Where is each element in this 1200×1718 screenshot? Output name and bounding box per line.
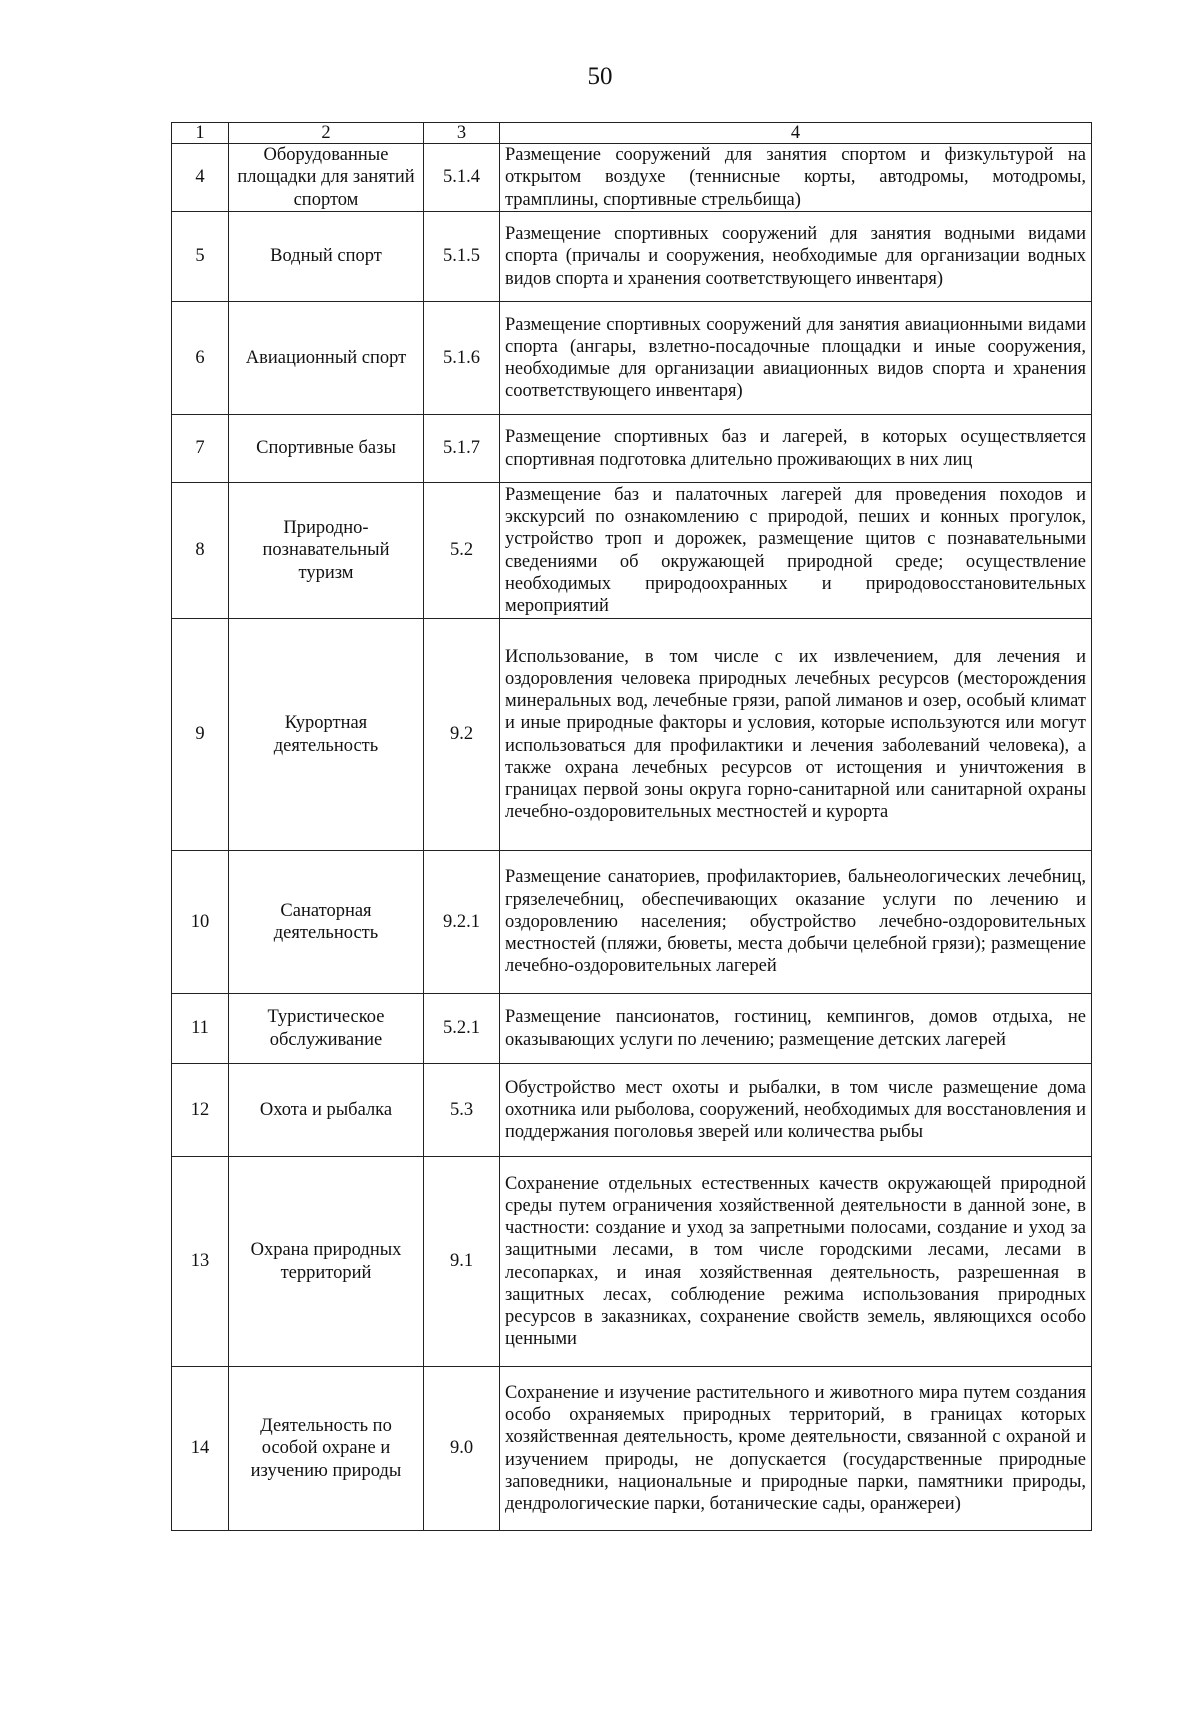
table-row bbox=[172, 619, 1092, 851]
land-use-description: Размещение санаториев, профилакториев, бальнеологических лечебниц, грязелечебниц, обеспечивающих оказание услуги по лечению и оздоровлению населения; обустройство лечебно-оздоровительных местностей (пляжи, бюветы, места добычи целебной грязи); размещение лечебно-оздоровительных лагерей bbox=[500, 851, 1092, 994]
land-use-name: Туристическое обслуживание bbox=[229, 994, 424, 1064]
table-row bbox=[172, 1064, 1092, 1157]
row-number: 6 bbox=[172, 302, 229, 415]
land-use-code: 5.2.1 bbox=[424, 994, 500, 1064]
land-use-name: Деятельность по особой охране и изучению природы bbox=[229, 1367, 424, 1531]
land-use-code: 9.1 bbox=[424, 1157, 500, 1367]
page-number: 50 bbox=[587, 63, 613, 90]
land-use-name: Водный спорт bbox=[229, 212, 424, 302]
land-use-description: Размещение сооружений для занятия спортом и физкультурой на открытом воздухе (теннисные корты, автодромы, мотодромы, трамплины, спортивные стрельбища) bbox=[500, 144, 1092, 212]
land-use-name: Спортивные базы bbox=[229, 415, 424, 483]
table-row bbox=[172, 302, 1092, 415]
table-row bbox=[172, 212, 1092, 302]
land-use-name: Оборудованные площадки для занятий спортом bbox=[229, 144, 424, 212]
table-row bbox=[172, 851, 1092, 994]
land-use-code: 9.0 bbox=[424, 1367, 500, 1531]
land-use-code: 9.2.1 bbox=[424, 851, 500, 994]
land-use-code: 5.1.7 bbox=[424, 415, 500, 483]
land-use-name: Природно-познавательный туризм bbox=[229, 483, 424, 619]
table-row bbox=[172, 994, 1092, 1064]
land-use-description: Размещение спортивных сооружений для занятия авиационными видами спорта (ангары, взлетно-посадочные площадки и иные сооружения, необходимые для организации авиационных видов спорта и хранения соответствующего инвентаря) bbox=[500, 302, 1092, 415]
land-use-code: 5.2 bbox=[424, 483, 500, 619]
row-number: 13 bbox=[172, 1157, 229, 1367]
row-number: 5 bbox=[172, 212, 229, 302]
land-use-description: Использование, в том числе с их извлечением, для лечения и оздоровления человека природных лечебных ресурсов (месторождения минеральных вод, лечебные грязи, рапой лиманов и озер, особый климат и иные природные факторы и условия, которые используются или могут использоваться для профилактики и лечения заболеваний человека), а также охрана лечебных ресурсов от истощения и уничтожения в границах первой зоны округа горно-санитарной или санитарной охраны лечебно-оздоровительных местностей и курорта bbox=[500, 619, 1092, 851]
table-row bbox=[172, 144, 1092, 212]
column-number-row bbox=[172, 123, 1092, 144]
land-use-name: Охрана природных территорий bbox=[229, 1157, 424, 1367]
land-use-description: Размещение баз и палаточных лагерей для проведения походов и экскурсий по ознакомлению с природой, пеших и конных прогулок, устройство троп и дорожек, размещение щитов с познавательными сведениями об окружающей природной среде; осуществление необходимых природоохранных и природовосстановительных мероприятий bbox=[500, 483, 1092, 619]
land-use-code: 5.1.4 bbox=[424, 144, 500, 212]
row-number: 7 bbox=[172, 415, 229, 483]
land-use-description: Размещение спортивных сооружений для занятия водными видами спорта (причалы и сооружения, необходимые для организации водных видов спорта и хранения соответствующего инвентаря) bbox=[500, 212, 1092, 302]
row-number: 11 bbox=[172, 994, 229, 1064]
land-use-name: Охота и рыбалка bbox=[229, 1064, 424, 1157]
land-use-description: Сохранение отдельных естественных качеств окружающей природной среды путем ограничения хозяйственной деятельности в данной зоне, в частности: создание и уход за запретными полосами, создание и уход за защитными лесами, в том числе городскими лесами, лесами в лесопарках, и иная хозяйственная деятельность, разрешенная в защитных лесах, соблюдение режима использования природных ресурсов в заказниках, сохранение свойств земель, являющихся особо ценными bbox=[500, 1157, 1092, 1367]
land-use-description: Обустройство мест охоты и рыбалки, в том числе размещение дома охотника или рыболова, сооружений, необходимых для восстановления и поддержания поголовья зверей или количества рыбы bbox=[500, 1064, 1092, 1157]
row-number: 9 bbox=[172, 619, 229, 851]
column-number-2: 2 bbox=[229, 123, 424, 144]
land-use-name: Санаторная деятельность bbox=[229, 851, 424, 994]
table-row bbox=[172, 483, 1092, 619]
table-row bbox=[172, 1367, 1092, 1531]
land-use-description: Размещение спортивных баз и лагерей, в которых осуществляется спортивная подготовка длительно проживающих в них лиц bbox=[500, 415, 1092, 483]
table-row bbox=[172, 415, 1092, 483]
land-use-code: 9.2 bbox=[424, 619, 500, 851]
row-number: 8 bbox=[172, 483, 229, 619]
land-use-code: 5.3 bbox=[424, 1064, 500, 1157]
land-use-name: Авиационный спорт bbox=[229, 302, 424, 415]
land-use-description: Сохранение и изучение растительного и животного мира путем создания особо охраняемых природных территорий, в границах которых хозяйственная деятельность, кроме деятельности, связанной с охраной и изучением природы, не допускается (государственные природные заповедники, национальные и природные парки, памятники природы, дендрологические парки, ботанические сады, оранжереи) bbox=[500, 1367, 1092, 1531]
land-use-name: Курортная деятельность bbox=[229, 619, 424, 851]
column-number-3: 3 bbox=[424, 123, 500, 144]
row-number: 4 bbox=[172, 144, 229, 212]
row-number: 12 bbox=[172, 1064, 229, 1157]
column-number-4: 4 bbox=[500, 123, 1092, 144]
row-number: 14 bbox=[172, 1367, 229, 1531]
column-number-1: 1 bbox=[172, 123, 229, 144]
table-row bbox=[172, 1157, 1092, 1367]
land-use-code: 5.1.6 bbox=[424, 302, 500, 415]
land-use-table bbox=[171, 122, 1092, 1531]
row-number: 10 bbox=[172, 851, 229, 994]
land-use-description: Размещение пансионатов, гостиниц, кемпингов, домов отдыха, не оказывающих услуги по лечению; размещение детских лагерей bbox=[500, 994, 1092, 1064]
land-use-code: 5.1.5 bbox=[424, 212, 500, 302]
